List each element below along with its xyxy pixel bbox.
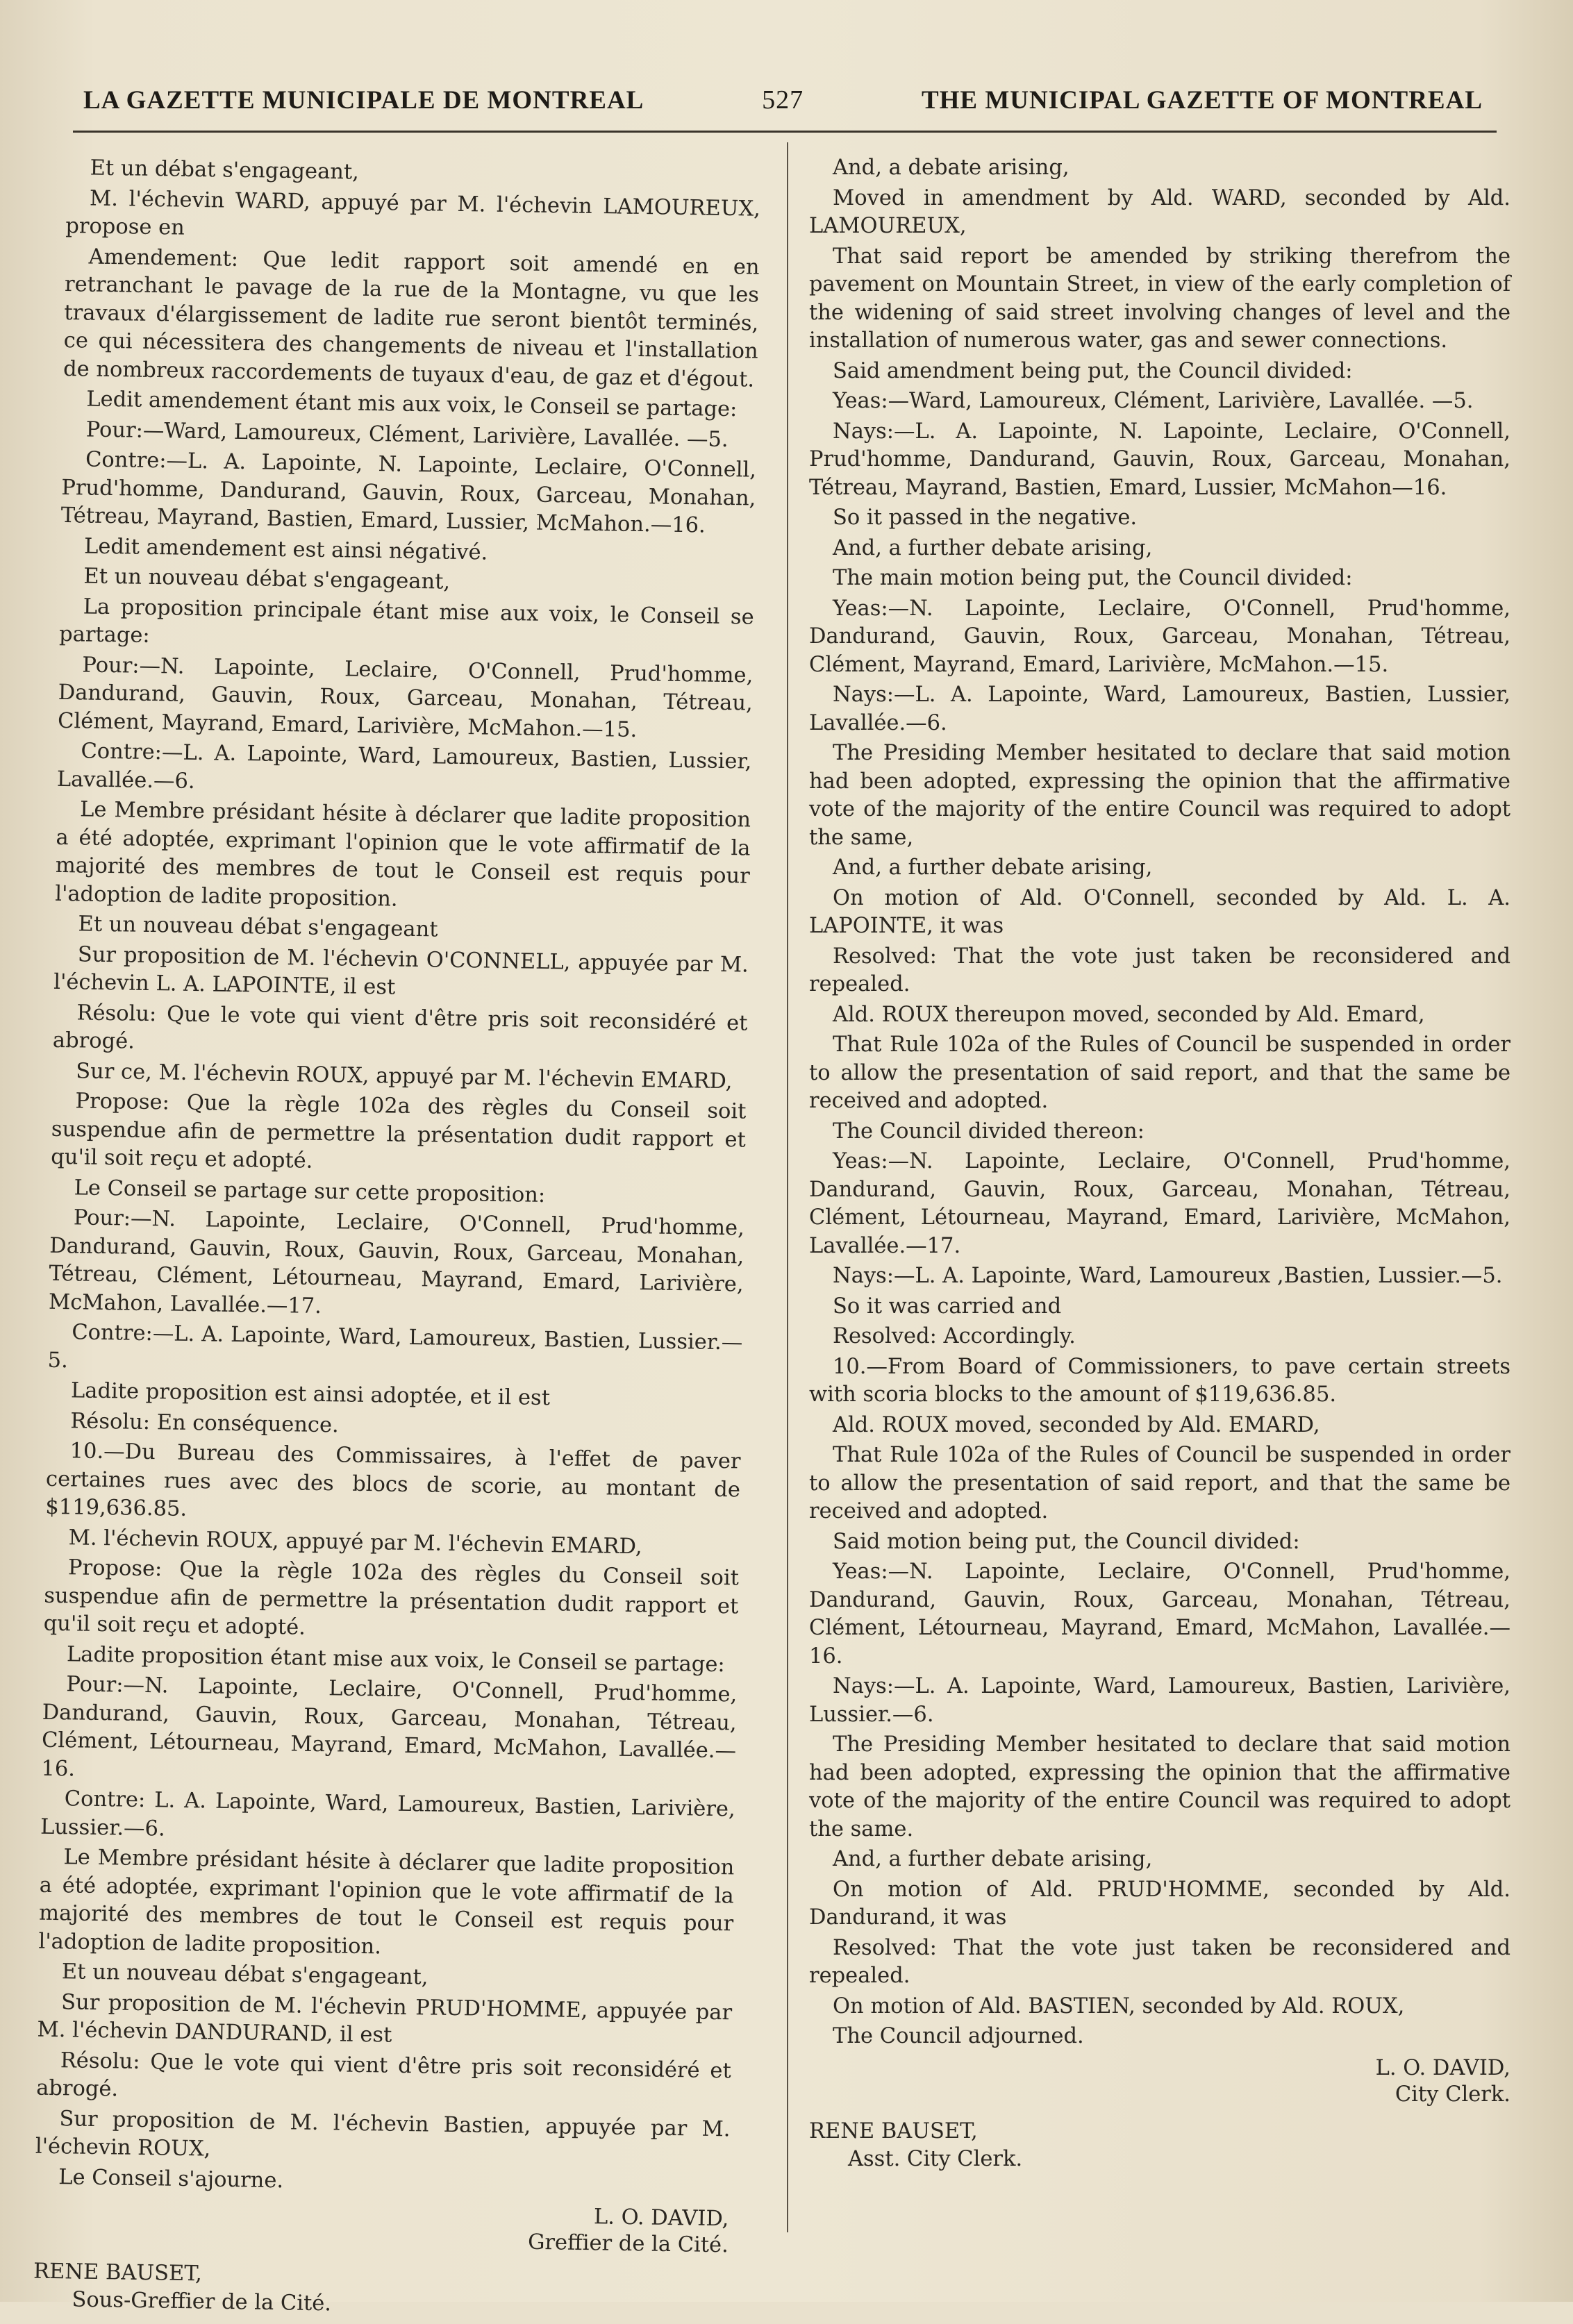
paragraph: Contre:—L. A. Lapointe, N. Lapointe, Leclaire, O'Connell, Prud'homme, Dandurand, Gauvin, Roux, Garceau, Monahan, Tétreau, Mayrand, Bastien, Emard, Lussier, McMahon.—16.: [60, 447, 757, 538]
paragraph: Nays:—L. A. Lapointe, Ward, Lamoureux ,Bastien, Lussier.—5.: [833, 1264, 1503, 1288]
paragraph: 10.—Du Bureau des Commissaires, à l'effet de paver certaines rues avec des blocs de scorie, au montant de $119,636.85.: [45, 1439, 741, 1521]
assistant-title: Sous-Greffier de la Cité.: [72, 2287, 332, 2316]
french-paragraphs: [35, 154, 761, 2202]
paragraph: On motion of Ald. O'Connell, seconded by Ald. L. A. LAPOINTE, it was: [809, 885, 1510, 938]
paragraph: And, a further debate arising,: [833, 1847, 1153, 1871]
french-assistant-signature: [33, 2258, 728, 2324]
paragraph: Pour:—Ward, Lamoureux, Clément, Larivière, Lavallée. —5.: [85, 417, 729, 452]
paragraph: Et un nouveau débat s'engageant,: [83, 564, 451, 594]
paragraph: Le Membre présidant hésite à déclarer que ladite proposition a été adoptée, exprimant l'opinion que le vote affirmatif de la majorité des membres de tout le Conseil est requis pour l'adoption de ladite proposition.: [54, 797, 751, 912]
paragraph: Contre:—L. A. Lapointe, Ward, Lamoureux, Bastien, Lussier, Lavallée.—6.: [56, 739, 752, 794]
paragraph: Ladite proposition étant mise aux voix, le Conseil se partage:: [66, 1641, 725, 1677]
paragraph: Resolved: That the vote just taken be reconsidered and repealed.: [809, 944, 1510, 996]
paragraph: M. l'échevin WARD, appuyé par M. l'échevin LAMOUREUX, propose en: [65, 186, 761, 240]
paragraph: Nays:—L. A. Lapointe, N. Lapointe, Leclaire, O'Connell, Prud'homme, Dandurand, Gauvin, Roux, Garceau, Monahan, Tétreau, Mayrand, Bastien, Emard, Lussier, McMahon—16.: [809, 419, 1510, 500]
page-number: 527: [762, 85, 804, 115]
paragraph: And, a further debate arising,: [833, 855, 1153, 880]
french-column: [33, 154, 761, 2324]
paragraph: Sur ce, M. l'échevin ROUX, appuyé par M. l'échevin EMARD,: [75, 1058, 733, 1094]
paragraph: Propose: Que la règle 102a des règles du Conseil soit suspendue afin de permettre la présentation dudit rapport et qu'il soit reçu et adopté.: [43, 1555, 740, 1640]
paragraph: The Presiding Member hesitated to declare that said motion had been adopted, expressing the opinion that the affirmative vote of the majority of the entire Council was required to adopt the same,: [809, 741, 1510, 850]
paragraph: Yeas:—Ward, Lamoureux, Clément, Larivière, Lavallée. —5.: [833, 389, 1474, 413]
paragraph: Pour:—N. Lapointe, Leclaire, O'Connell, Prud'homme, Dandurand, Gauvin, Roux, Gauvin, Roux, Garceau, Monahan, Tétreau, Clément, Létourneau, Mayrand, Emard, Larivière, McMahon, Lavallée.—17.: [48, 1205, 745, 1319]
paragraph: Et un nouveau débat s'engageant,: [61, 1959, 428, 1990]
paragraph: Resolved: Accordingly.: [833, 1324, 1076, 1348]
paragraph: Ladite proposition est ainsi adoptée, et il est: [70, 1378, 551, 1411]
paragraph: Le Conseil s'ajourne.: [58, 2164, 284, 2193]
paragraph: Résolu: Que le vote qui vient d'être pris soit reconsidéré et abrogé.: [35, 2048, 732, 2102]
paragraph: Propose: Que la règle 102a des règles du Conseil soit suspendue afin de permettre la présentation dudit rapport et qu'il soit reçu et adopté.: [51, 1089, 747, 1173]
paragraph: Contre:—L. A. Lapointe, Ward, Lamoureux, Bastien, Lussier.—5.: [47, 1320, 743, 1373]
paragraph: The main motion being put, the Council divided:: [833, 566, 1353, 590]
paragraph: So it was carried and: [833, 1294, 1062, 1319]
paragraph: Nays:—L. A. Lapointe, Ward, Lamoureux, Bastien, Larivière, Lussier.—6.: [809, 1674, 1510, 1727]
paragraph: Ledit amendement étant mis aux voix, le Conseil se partage:: [86, 387, 738, 422]
paragraph: M. l'échevin ROUX, appuyé par M. l'échevin EMARD,: [68, 1525, 642, 1559]
paragraph: Ald. ROUX thereupon moved, seconded by Ald. Emard,: [833, 1002, 1425, 1027]
paragraph: Nays:—L. A. Lapointe, Ward, Lamoureux, Bastien, Lussier, Lavallée.—6.: [809, 683, 1510, 735]
assistant-title: Asst. City Clerk.: [848, 2146, 1023, 2171]
header-title-english: THE MUNICIPAL GAZETTE OF MONTREAL: [921, 86, 1483, 115]
paragraph: Amendement: Que ledit rapport soit amendé en en retranchant le pavage de la rue de la Montagne, vu que les travaux d'élargissement de ladite rue seront bientôt terminés, ce qui nécessitera des changements de niveau et l'installation de nombreux raccordements de tuyaux d'eau, de gaz et d'égout.: [63, 244, 760, 392]
paragraph: Yeas:—N. Lapointe, Leclaire, O'Connell, Prud'homme, Dandurand, Gauvin, Roux, Garceau, Monahan, Tétreau, Clément, Mayrand, Emard, Larivière, McMahon.—15.: [809, 596, 1510, 677]
paragraph: La proposition principale étant mise aux voix, le Conseil se partage:: [58, 594, 754, 648]
paragraph: Le Membre présidant hésite à déclarer que ladite proposition a été adoptée, exprimant l'opinion que le vote affirmatif de la majorité des membres de tout le Conseil est requis pour l'adoption de ladite proposition.: [38, 1845, 735, 1959]
paragraph: On motion of Ald. BASTIEN, seconded by Ald. ROUX,: [833, 1993, 1405, 2018]
paragraph: Resolved: That the vote just taken be reconsidered and repealed.: [809, 1935, 1510, 1988]
paragraph: Said motion being put, the Council divided:: [833, 1529, 1300, 1554]
page-header: [83, 85, 1483, 129]
signature-title: City Clerk.: [1395, 2082, 1510, 2107]
french-signature: [34, 2196, 729, 2259]
paragraph: 10.—From Board of Commissioners, to pave certain streets with scoria blocks to the amount of $119,636.85.: [809, 1354, 1510, 1407]
paragraph: Résolu: En conséquence.: [70, 1408, 340, 1437]
paragraph: The Council adjourned.: [833, 2024, 1084, 2048]
paragraph: That Rule 102a of the Rules of Council be suspended in order to allow the presentation of said report, and that the same be received and adopted.: [809, 1033, 1510, 1113]
paragraph: And, a further debate arising,: [833, 535, 1153, 560]
paragraph: Ledit amendement est ainsi négativé.: [83, 533, 488, 565]
assistant-name: RENE BAUSET,: [33, 2259, 203, 2287]
signature-name: L. O. DAVID,: [1375, 2055, 1510, 2080]
paragraph: Sur proposition de M. l'échevin Bastien, appuyée par M. l'échevin ROUX,: [35, 2106, 731, 2162]
english-assistant-signature: [809, 2118, 1510, 2173]
paragraph: Yeas:—N. Lapointe, Leclaire, O'Connell, Prud'homme, Dandurand, Gauvin, Roux, Garceau, Monahan, Tétreau, Clément, Létourneau, Mayrand, Emard, McMahon, Lavallée.—16.: [809, 1560, 1510, 1669]
signature-name: L. O. DAVID,: [593, 2205, 729, 2232]
paragraph: Pour:—N. Lapointe, Leclaire, O'Connell, Prud'homme, Dandurand, Gauvin, Roux, Garceau, Monahan, Tétreau, Clément, Mayrand, Emard, Larivière, McMahon.—15.: [57, 652, 754, 742]
assistant-name: RENE BAUSET,: [809, 2118, 978, 2143]
paragraph: Le Conseil se partage sur cette proposition:: [74, 1175, 546, 1207]
signature-title: Greffier de la Cité.: [527, 2230, 729, 2258]
paragraph: Et un nouveau débat s'engageant: [78, 912, 438, 942]
paragraph: Sur proposition de M. l'échevin PRUD'HOMME, appuyée par M. l'échevin DANDURAND, il est: [37, 1989, 733, 2048]
paragraph: Contre: L. A. Lapointe, Ward, Lamoureux, Bastien, Larivière, Lussier.—6.: [40, 1787, 735, 1841]
paragraph: Et un débat s'engageant,: [90, 156, 360, 185]
paragraph: Moved in amendment by Ald. WARD, seconded by Ald. LAMOUREUX,: [809, 185, 1510, 238]
paragraph: On motion of Ald. PRUD'HOMME, seconded by Ald. Dandurand, it was: [809, 1877, 1510, 1930]
paragraph: The Council divided thereon:: [833, 1119, 1145, 1144]
paragraph: And, a debate arising,: [833, 156, 1070, 180]
paragraph: Pour:—N. Lapointe, Leclaire, O'Connell, Prud'homme, Dandurand, Gauvin, Roux, Garceau, Monahan, Tétreau, Clément, Létourneau, Mayrand, Emard, McMahon, Lavallée.—16.: [41, 1672, 738, 1781]
english-paragraphs: [809, 154, 1510, 2051]
header-rule: [73, 131, 1497, 133]
paragraph: Ald. ROUX moved, seconded by Ald. EMARD,: [833, 1412, 1320, 1437]
paragraph: Sur proposition de M. l'échevin O'CONNELL, appuyée par M. l'échevin L. A. LAPOINTE, il est: [53, 942, 749, 1000]
paragraph: Yeas:—N. Lapointe, Leclaire, O'Connell, Prud'homme, Dandurand, Gauvin, Roux, Garceau, Monahan, Tétreau, Clément, Létourneau, Mayrand, Emard, Larivière, McMahon, Lavallée.—17.: [809, 1149, 1510, 1258]
english-column: [809, 154, 1510, 2173]
paragraph: That Rule 102a of the Rules of Council be suspended in order to allow the presentation of said report, and that the same be received and adopted.: [809, 1443, 1510, 1523]
paragraph: Said amendment being put, the Council divided:: [833, 358, 1353, 383]
paragraph: So it passed in the negative.: [833, 505, 1138, 530]
paragraph: That said report be amended by striking therefrom the pavement on Mountain Street, in view of the early completion of the widening of said street involving changes of level and the installation of numerous water, gas and sewer connections.: [809, 244, 1510, 353]
column-divider: [787, 142, 788, 2232]
paragraph: The Presiding Member hesitated to declare that said motion had been adopted, expressing the opinion that the affirmative vote of the majority of the entire Council was required to adopt the same.: [809, 1732, 1510, 1841]
header-title-french: LA GAZETTE MUNICIPALE DE MONTREAL: [83, 86, 644, 115]
english-signature: [809, 2055, 1510, 2108]
paragraph: Résolu: Que le vote qui vient d'être pris soit reconsidéré et abrogé.: [52, 1000, 748, 1054]
